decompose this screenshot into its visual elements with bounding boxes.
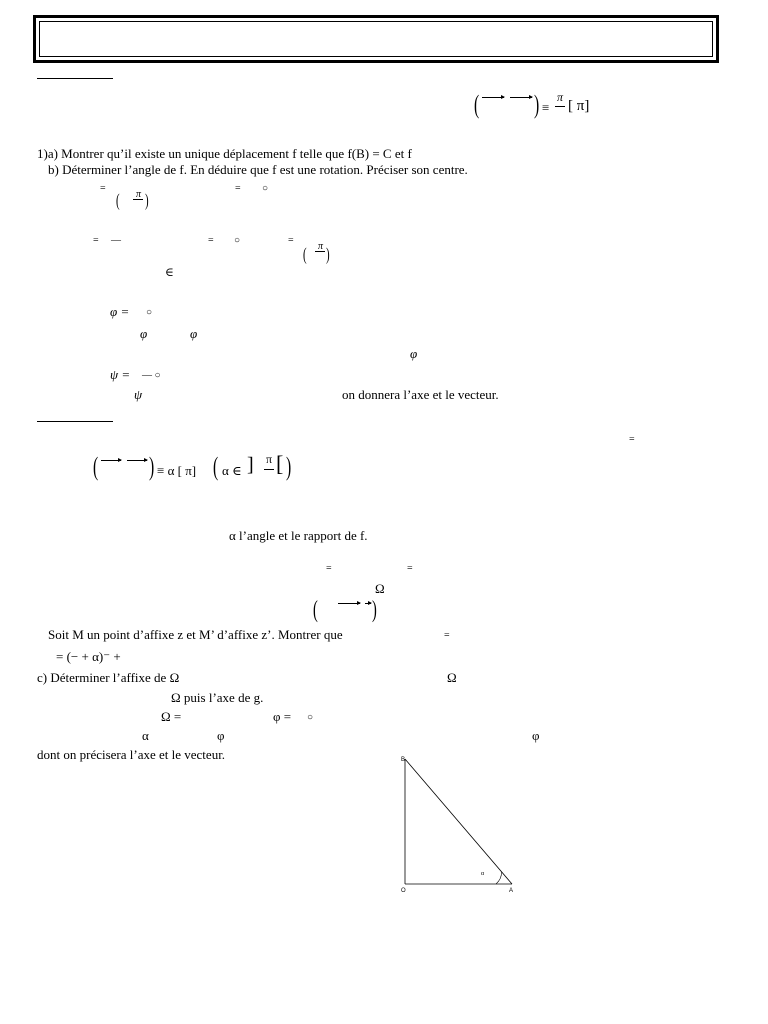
- phi-symbol: φ: [140, 326, 148, 341]
- math-equals: =: [629, 434, 635, 445]
- math-equals: =: [444, 630, 450, 641]
- pi-symbol: π: [318, 241, 324, 252]
- paren-open: (: [116, 190, 120, 210]
- omega-symbol: Ω: [447, 670, 457, 685]
- congruence-symbol: ≡: [542, 100, 550, 115]
- phi-symbol: φ: [217, 728, 225, 743]
- vector-arrow: [365, 603, 371, 605]
- math-equals: =: [93, 235, 99, 246]
- question-2c: c) Déterminer l’affixe de Ω: [37, 670, 180, 685]
- exercise-2-heading-rule: [37, 421, 113, 422]
- phi-symbol: φ: [190, 326, 198, 341]
- exercise-1-heading-rule: [37, 78, 113, 79]
- alpha-in: α ∈: [222, 463, 242, 478]
- vector-arrow: [338, 603, 360, 605]
- formula-open-paren: (: [313, 597, 318, 623]
- phi-symbol: φ: [410, 346, 418, 361]
- close-bracket: [: [276, 451, 284, 476]
- fraction-bar: [555, 106, 565, 107]
- label-b: B: [401, 757, 406, 763]
- fraction-bar: [315, 251, 325, 252]
- element-of-symbol: ∈: [165, 265, 174, 279]
- formula-open-paren: (: [93, 452, 99, 481]
- segment-ab: [405, 759, 512, 884]
- vector-arrow: [510, 97, 532, 99]
- compose-symbol: ○: [146, 307, 153, 318]
- formula-close-paren: ): [286, 452, 292, 481]
- psi-definition: ψ =: [110, 367, 131, 382]
- math-equals: =: [288, 235, 294, 246]
- axis-vector-note: on donnera l’axe et le vecteur.: [342, 387, 499, 402]
- omega-equals: Ω =: [161, 709, 182, 724]
- math-equals: =: [208, 235, 214, 246]
- alpha-symbol: α: [142, 728, 149, 743]
- fraction-bar: [264, 469, 274, 470]
- phi-symbol: φ: [532, 728, 540, 743]
- question-1a: 1)a) Montrer qu’il existe un unique déplacement f telle que f(B) = C et f: [37, 146, 412, 161]
- angle-alpha-label: α: [481, 871, 485, 877]
- vector-arrow: [482, 97, 504, 99]
- z-prime-expression: = (− + α)⁻ +: [56, 649, 121, 664]
- vector-arrow: [101, 460, 121, 462]
- question-1b: b) Déterminer l’angle de f. En déduire que f est une rotation. Préciser son centre.: [48, 162, 468, 177]
- formula-close-paren: ): [372, 597, 377, 623]
- pi-symbol: π: [136, 189, 142, 200]
- title-frame: [33, 15, 719, 63]
- triangle-figure: [395, 752, 525, 902]
- paren-close: ): [326, 244, 330, 264]
- title-frame-inner: [39, 21, 713, 57]
- math-equals: =: [407, 563, 413, 574]
- compose-symbol: ○: [234, 235, 241, 246]
- compose-symbol: ○: [262, 183, 269, 194]
- label-o: O: [401, 888, 406, 894]
- math-dash: —: [111, 235, 121, 246]
- pi-numerator: π: [266, 452, 273, 466]
- vector-arrow: [127, 460, 147, 462]
- open-bracket: ]: [247, 454, 254, 476]
- compose-symbol: ○: [307, 712, 314, 723]
- fraction-bar: [133, 199, 143, 200]
- alpha-congruence: ≡ α [ π]: [157, 463, 197, 478]
- formula-open-paren: (: [213, 452, 219, 481]
- angle-arc: [496, 872, 502, 884]
- paren-open: (: [303, 244, 307, 264]
- omega-symbol: Ω: [375, 581, 385, 596]
- formula-open-paren: (: [474, 90, 480, 119]
- psi-rhs: — ○: [142, 370, 161, 381]
- math-equals: =: [235, 183, 241, 194]
- formula-close-paren: ): [149, 452, 155, 481]
- psi-symbol: ψ: [134, 387, 143, 402]
- phi-definition: φ =: [273, 709, 292, 724]
- phi-definition: φ =: [110, 304, 130, 319]
- formula-close-paren: ): [534, 90, 540, 119]
- math-equals: =: [100, 183, 106, 194]
- soit-line: Soit M un point d’affixe z et M’ d’affixe z’. Montrer que: [48, 627, 343, 642]
- pi-numerator: π: [557, 90, 564, 104]
- math-equals: =: [326, 563, 332, 574]
- axis-vector-note: dont on précisera l’axe et le vecteur.: [37, 747, 226, 762]
- label-a: A: [509, 888, 514, 894]
- modulo-bracket: [ π]: [568, 98, 590, 114]
- omega-axis-line: Ω puis l’axe de g.: [171, 690, 264, 705]
- alpha-angle-ratio-line: α l’angle et le rapport de f.: [229, 528, 368, 543]
- paren-close: ): [145, 190, 149, 210]
